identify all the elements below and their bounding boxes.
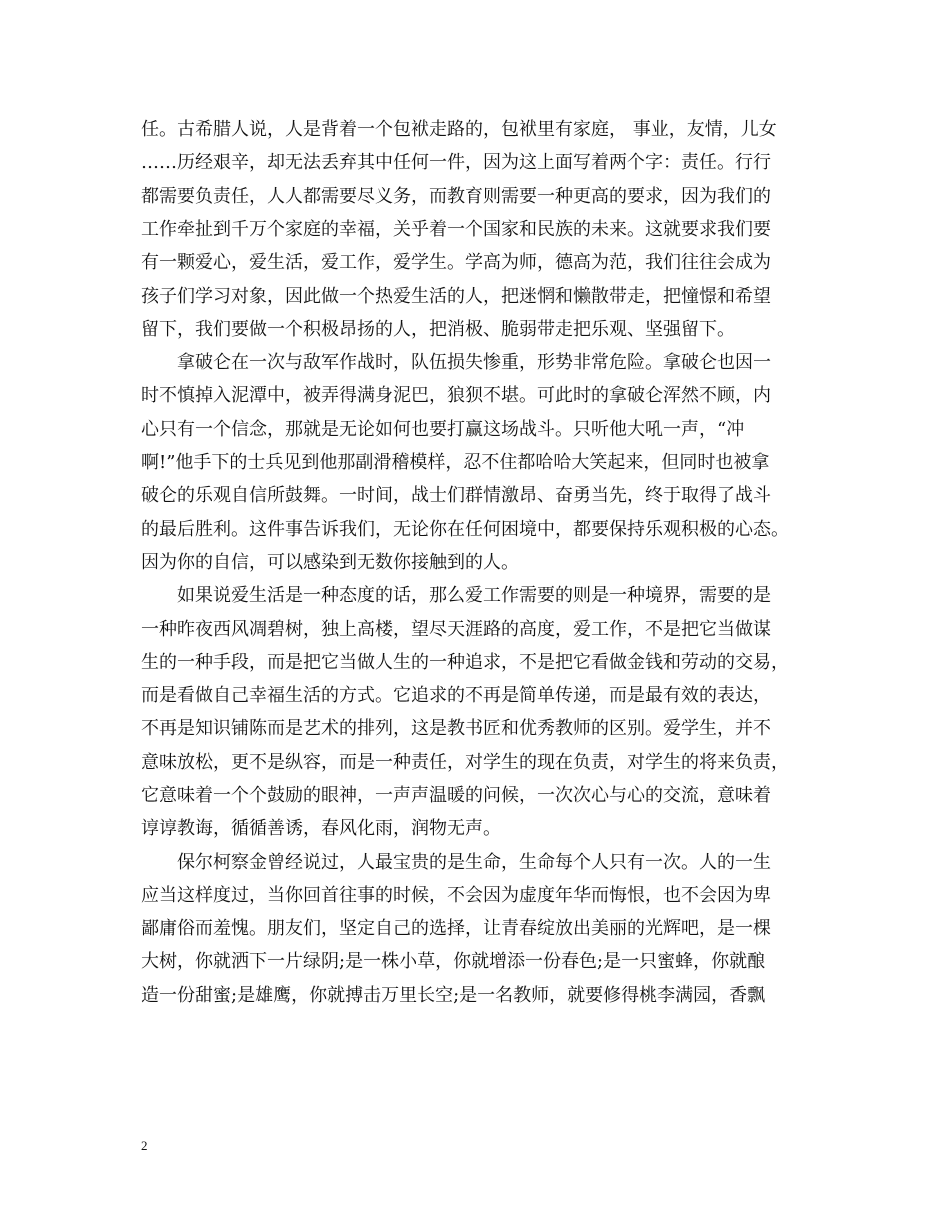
text-line: 的最后胜利。这件事告诉我们，无论你在任何困境中，都要保持乐观积极的心态。 <box>141 519 789 540</box>
text-line: 破仑的乐观自信所鼓舞。一时间，战士们群情激昂、奋勇当先，终于取得了战斗 <box>141 485 771 506</box>
text-line: 时不慎掉入泥潭中，被弄得满身泥巴，狼狈不堪。可此时的拿破仑浑然不顾，内 <box>141 385 771 406</box>
text-line: 如果说爱生活是一种态度的话，那么爱工作需要的则是一种境界，需要的是 <box>141 585 771 606</box>
text-line: 啊!”他手下的士兵见到他那副滑稽模样，忍不住都哈哈大笑起来，但同时也被拿 <box>141 452 770 473</box>
text-line: 一种昨夜西风凋碧树，独上高楼，望尽天涯路的高度，爱工作，不是把它当做谋 <box>141 619 771 640</box>
text-line: 工作牵扯到千万个家庭的幸福，关乎着一个国家和民族的未来。这就要求我们要 <box>141 219 771 240</box>
text-line: 有一颗爱心，爱生活，爱工作，爱学生。学高为师，德高为范，我们往往会成为 <box>141 252 771 273</box>
text-line: 任。古希腊人说，人是背着一个包袱走路的，包袱里有家庭， 事业，友情，儿女 <box>141 119 777 140</box>
text-line: 鄙庸俗而羞愧。朋友们，坚定自己的选择，让青春绽放出美丽的光辉吧，是一棵 <box>141 918 771 939</box>
text-line: 不再是知识铺陈而是艺术的排列，这是教书匠和优秀教师的区别。爱学生，并不 <box>141 718 771 739</box>
text-line: 保尔柯察金曾经说过，人最宝贵的是生命，生命每个人只有一次。人的一生 <box>141 852 771 873</box>
text-line: 它意味着一个个鼓励的眼神，一声声温暖的问候，一次次心与心的交流，意味着 <box>141 785 771 806</box>
text-line: 大树，你就洒下一片绿阴;是一株小草，你就增添一份春色;是一只蜜蜂，你就酿 <box>141 951 766 972</box>
text-line: 拿破仑在一次与敌军作战时，队伍损失惨重，形势非常危险。拿破仑也因一 <box>141 352 771 373</box>
text-line: 应当这样度过，当你回首往事的时候，不会因为虚度年华而悔恨，也不会因为卑 <box>141 885 771 906</box>
text-line: 造一份甜蜜;是雄鹰，你就搏击万里长空;是一名教师，就要修得桃李满园，香飘 <box>141 985 766 1006</box>
text-line: 而是看做自己幸福生活的方式。它追求的不再是简单传递，而是最有效的表达， <box>141 685 771 706</box>
text-line: 意味放松，更不是纵容，而是一种责任，对学生的现在负责，对学生的将来负责， <box>141 752 789 773</box>
text-line: 生的一种手段，而是把它当做人生的一种追求，不是把它看做金钱和劳动的交易， <box>141 652 789 673</box>
text-line: 都需要负责任，人人都需要尽义务，而教育则需要一种更高的要求，因为我们的 <box>141 186 771 207</box>
text-line: 谆谆教诲，循循善诱，春风化雨，润物无声。 <box>141 818 501 839</box>
text-line: ……历经艰辛，却无法丢弃其中任何一件，因为这上面写着两个字：责任。行行 <box>141 152 771 173</box>
text-line: 因为你的自信，可以感染到无数你接触到的人。 <box>141 552 519 573</box>
page-number: 2 <box>141 1138 148 1153</box>
text-line: 留下，我们要做一个积极昂扬的人，把消极、脆弱带走把乐观、坚强留下。 <box>141 319 735 340</box>
text-line: 孩子们学习对象，因此做一个热爱生活的人，把迷惘和懒散带走，把憧憬和希望 <box>141 286 771 307</box>
text-line: 心只有一个信念，那就是无论如何也要打赢这场战斗。只听他大吼一声，“冲 <box>141 419 745 440</box>
